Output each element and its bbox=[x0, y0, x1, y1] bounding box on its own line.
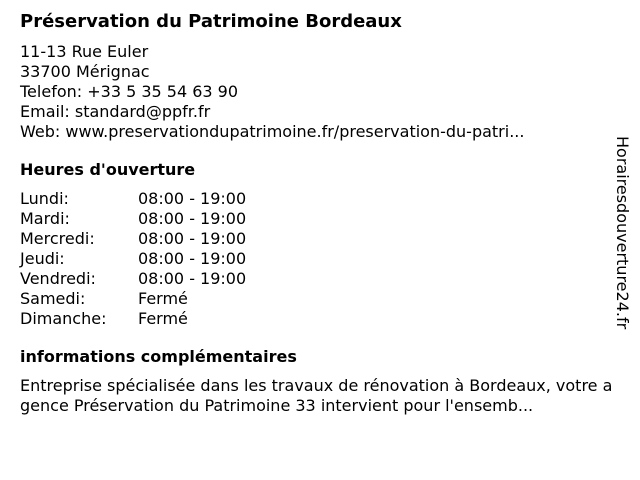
additional-info-text: Entreprise spécialisée dans les travaux de rénovation à Bordeaux, votre agence Préservation du Patrimoine 33 intervient pour l'ensemb... bbox=[20, 376, 613, 415]
day-label: Mercredi: bbox=[20, 229, 95, 248]
day-label: Samedi: bbox=[20, 289, 86, 308]
email-line: Email: standard@ppfr.fr bbox=[20, 102, 211, 121]
hours-row bbox=[20, 209, 246, 229]
additional-info-heading: informations complémentaires bbox=[20, 347, 297, 366]
day-hours: 08:00 - 19:00 bbox=[138, 249, 247, 268]
web-line: Web: www.preservationdupatrimoine.fr/preservation-du-patri... bbox=[20, 122, 525, 141]
day-hours: 08:00 - 19:00 bbox=[138, 269, 247, 288]
hours-row bbox=[20, 289, 246, 309]
day-label: Mardi: bbox=[20, 209, 70, 228]
city-line: 33700 Mérignac bbox=[20, 62, 150, 81]
day-label: Dimanche: bbox=[20, 309, 107, 328]
address-block bbox=[20, 42, 620, 142]
street-address: 11-13 Rue Euler bbox=[20, 42, 149, 61]
day-label: Jeudi: bbox=[20, 249, 65, 268]
day-label: Lundi: bbox=[20, 189, 69, 208]
hours-row bbox=[20, 269, 246, 289]
business-name: Préservation du Patrimoine Bordeaux bbox=[20, 11, 402, 32]
hours-row bbox=[20, 189, 246, 209]
opening-hours-heading: Heures d'ouverture bbox=[20, 160, 196, 179]
hours-row bbox=[20, 249, 246, 269]
phone-line: Telefon: +33 5 35 54 63 90 bbox=[20, 82, 239, 101]
opening-hours-table bbox=[20, 189, 246, 329]
day-hours: Fermé bbox=[138, 289, 188, 308]
day-label: Vendredi: bbox=[20, 269, 96, 288]
hours-row bbox=[20, 309, 246, 329]
day-hours: Fermé bbox=[138, 309, 188, 328]
day-hours: 08:00 - 19:00 bbox=[138, 189, 247, 208]
business-card bbox=[20, 10, 620, 416]
day-hours: 08:00 - 19:00 bbox=[138, 209, 247, 228]
day-hours: 08:00 - 19:00 bbox=[138, 229, 247, 248]
brand-watermark: Horairesdouverture24.fr bbox=[613, 136, 632, 330]
hours-row bbox=[20, 229, 246, 249]
